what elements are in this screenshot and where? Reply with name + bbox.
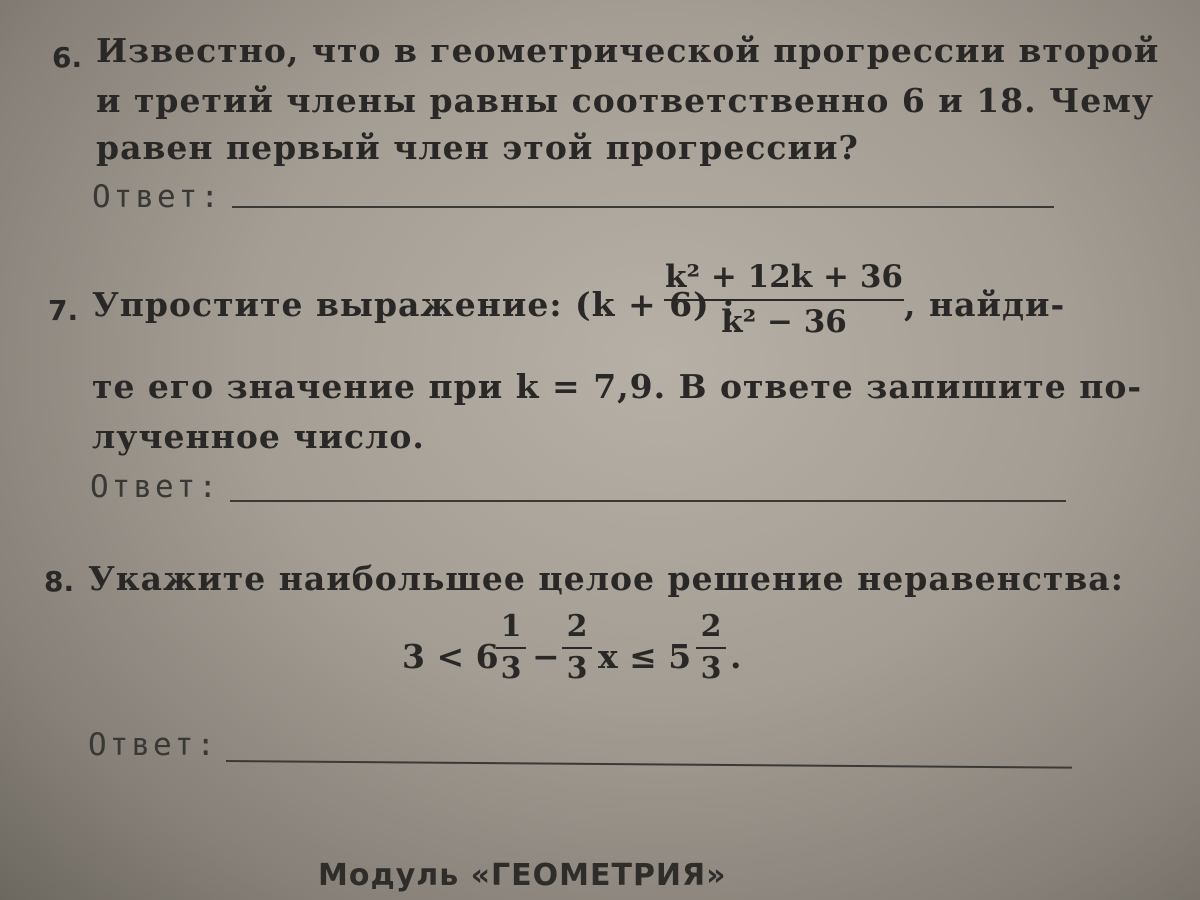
- task-6-number: 6.: [52, 41, 83, 74]
- task-6-line-1: Известно, что в геометрической прогрессии второй: [96, 31, 1160, 70]
- task-7-denominator: k² − 36: [721, 304, 847, 340]
- task-7-suffix: , найди-: [904, 285, 1066, 324]
- inequality-start: 3 < 6: [402, 637, 499, 676]
- task-7-answer-line[interactable]: [230, 500, 1066, 502]
- fraction-bar: [496, 647, 526, 649]
- task-7-numerator: k² + 12k + 36: [665, 259, 903, 295]
- inequality-fraction-2: [562, 609, 592, 686]
- task-6-line-3: равен первый член этой прогрессии?: [96, 128, 859, 167]
- task-7-line-3: лученное число.: [92, 417, 425, 456]
- fraction-bar: [696, 647, 726, 649]
- inequality-fraction-3: [696, 609, 726, 686]
- task-8-number: 8.: [44, 565, 75, 598]
- task-7-fraction: [664, 259, 904, 340]
- task-6-answer-label: Ответ:: [92, 179, 222, 215]
- task-6-answer-line[interactable]: [232, 206, 1054, 208]
- fraction-2-denominator: 3: [566, 651, 588, 686]
- task-6-line-2: и третий члены равны соответственно 6 и 18. Чему: [96, 81, 1155, 120]
- task-7-number: 7.: [48, 294, 79, 327]
- fraction-bar: [562, 647, 592, 649]
- fraction-1-numerator: 1: [500, 609, 522, 644]
- inequality-fraction-1: [496, 609, 526, 686]
- task-7-prefix: Упростите выражение: (k + 6) :: [92, 285, 736, 324]
- task-7-line-2: те его значение при k = 7,9. В ответе запишите по-: [92, 367, 1143, 406]
- task-8-line-1: Укажите наибольшее целое решение неравенства:: [88, 559, 1124, 598]
- inequality-minus: −: [532, 637, 560, 676]
- task-7-answer-label: Ответ:: [90, 469, 220, 505]
- fraction-1-denominator: 3: [500, 651, 522, 686]
- module-footer: Модуль «ГЕОМЕТРИЯ»: [318, 858, 727, 893]
- fraction-3-numerator: 2: [700, 609, 722, 644]
- fraction-3-denominator: 3: [700, 651, 722, 686]
- inequality-end: .: [730, 637, 742, 676]
- fraction-2-numerator: 2: [566, 609, 588, 644]
- fraction-bar: [664, 299, 904, 301]
- task-8-answer-line[interactable]: [226, 760, 1072, 769]
- inequality-middle: x ≤ 5: [598, 637, 692, 676]
- task-8-answer-label: Ответ:: [88, 727, 218, 763]
